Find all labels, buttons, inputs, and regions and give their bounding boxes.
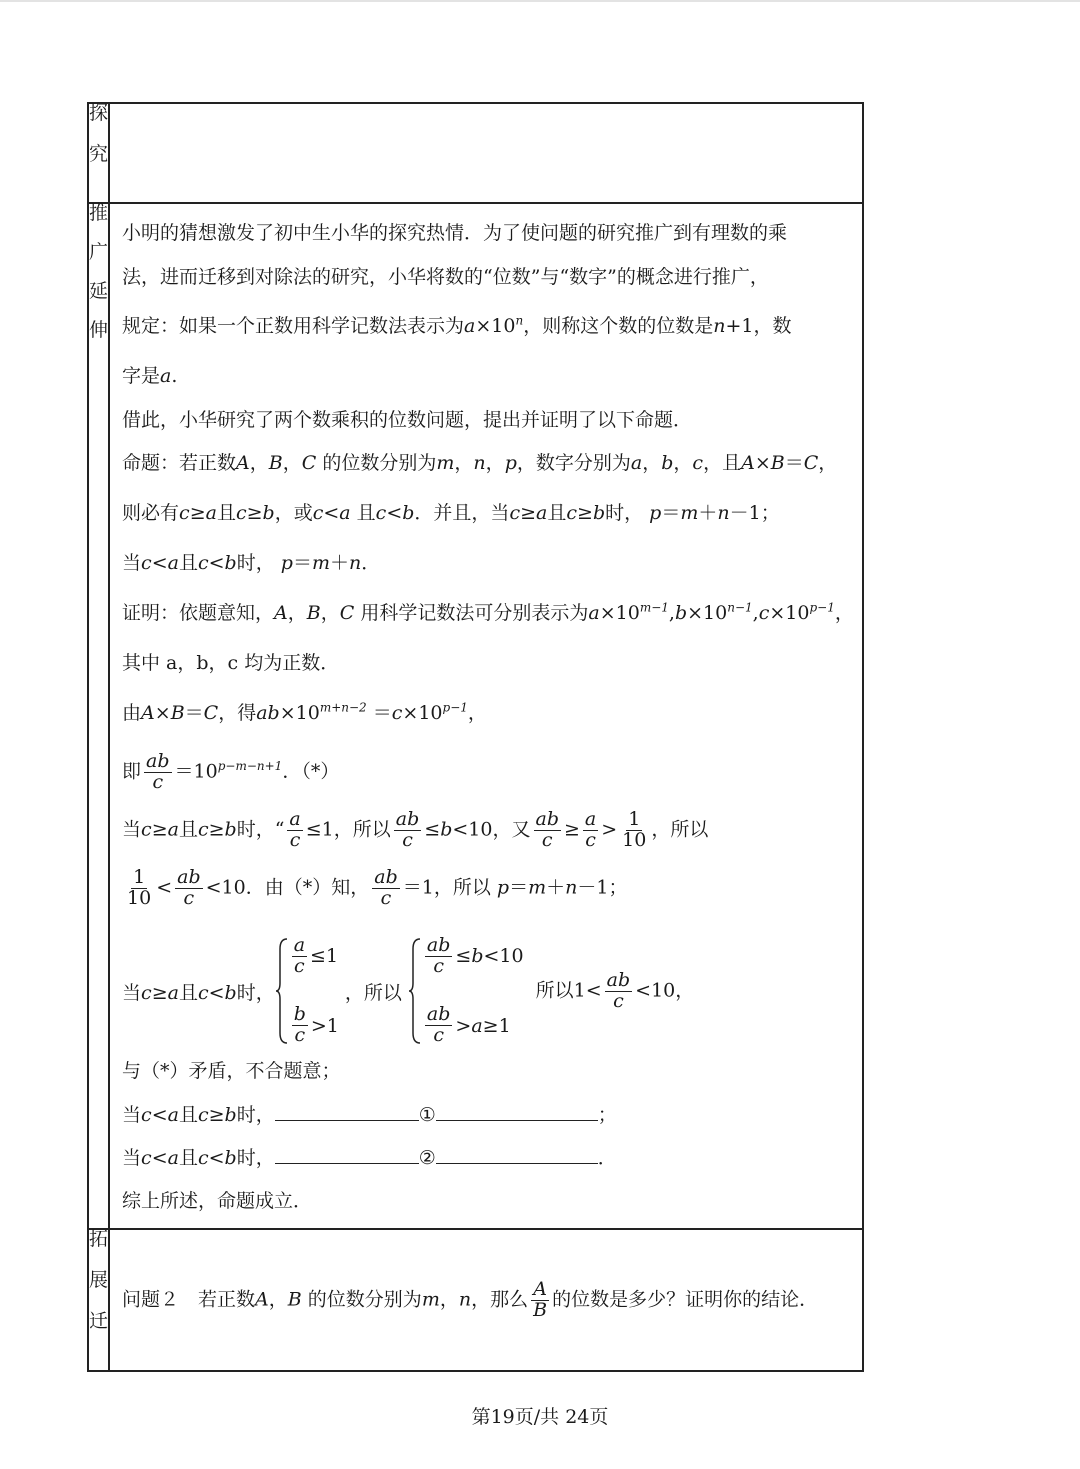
proof-line: 与（*）矛盾，不合题意； [122,1060,341,1082]
label-char: 迁 [89,1310,109,1332]
label-char: 拓 [89,1228,109,1250]
top-border-line [0,0,1080,2]
conclusion-line: 综上所述，命题成立． [122,1190,313,1212]
expand-content [109,1229,863,1371]
proof-line: 其中 a，b，c 均为正数． [122,652,340,674]
answer-blank-1b[interactable] [436,1100,598,1121]
extend-content [109,203,863,1229]
answer-blank-2a[interactable] [275,1143,419,1164]
label-char: 延 [89,280,109,302]
row-expand [88,1229,863,1371]
result-system: $\frac{ab}{c}$ ≤ b <10 $\frac{ab}{c}$ > a ≥1 [426,934,524,1047]
proposition-line: 则必有c≥a且c≥b，或c<a 且c<b．并且，当c≥a且c≥b时， p＝m＋n－1； [122,502,780,524]
proof-line: $\frac{1}{10}$ < $\frac{ab}{c}$ <10．由（*）知， $\frac{ab}{c}$ ＝1，所以 p＝m＋n－1； [127,866,628,909]
blank-marker: ② [418,1147,436,1169]
proof-line: 当c≥a且c≥b时，“ $\frac{a}{c}$ ≤1，所以 $\frac{ab}{c}$ ≤b<10，又 $\frac{ab}{c}$ ≥ $\frac{a}{c}$ > $\frac{1}{10}$ ，所以 [122,808,709,851]
proof-line: 由A×B＝C，得$ab\times 10^{m+n-2} =c\times 10^{p-1}$， [122,700,487,724]
label-explore [88,103,109,203]
proof-system-line: 当c≥a且c<b时， $\frac{a}{c}$ ≤1 $\frac{b}{c}$ >1 ，所以 $\frac{ab}{c}$ ≤ b <10 $\frac{ab}{c}$ > a ≥1 所以1< $\frac{ab}{c}$ <10， [122,934,695,1047]
proof-line: 证明：依题意知，A，B，C 用科学记数法可分别表示为$a\times 10^{m-1},b\times 10^{n-1},c\times 10^{p-1}$， [122,600,854,624]
row-explore [88,103,863,203]
question-line: 问题２ 若正数A，B 的位数分别为m，n，那么 $\frac{A}{B}$ 的位数是多少？证明你的结论． [122,1277,819,1321]
proof-line: 即 $\frac{ab}{c}$ $=10^{p-m-n+1}$．（*） [122,750,340,793]
label-char: 究 [89,143,109,165]
paragraph-line: 规定：如果一个正数用科学记数法表示为$a\times 10^n$，则称这个数的位数是n+1，数 [122,313,792,337]
row-extend [88,203,863,1229]
explore-content [109,103,863,203]
label-char: 探 [89,102,109,124]
fill-blank-line: 当c<a且c<b时， ② ． [122,1143,854,1186]
blank-marker: ① [418,1104,436,1126]
paragraph-line: 字是a. [122,365,178,387]
label-char: 展 [89,1269,109,1291]
paragraph-line: 小明的猜想激发了初中生小华的探究热情．为了使问题的研究推广到有理数的乘 [122,222,788,244]
answer-blank-1a[interactable] [275,1100,419,1121]
left-brace-icon [275,937,289,1045]
paragraph-line: 借此，小华研究了两个数乘积的位数问题，提出并证明了以下命题． [122,409,693,431]
paragraph-line: 法，进而迁移到对除法的研究，小华将数的“位数”与“数字”的概念进行推广， [122,266,769,288]
label-extend [88,203,109,1229]
fill-blank-line: 当c<a且c≥b时， ① ； [122,1100,854,1143]
proposition-line: 命题：若正数A，B，C 的位数分别为m，n，p，数字分别为a，b，c，且A×B＝C， [122,452,838,474]
label-expand [88,1229,109,1371]
worksheet-table [87,102,864,1372]
label-char: 推 [89,202,109,224]
label-char: 广 [89,241,109,263]
answer-blank-2b[interactable] [436,1143,598,1164]
page-footer: 第19页/共 24页 [471,1406,609,1428]
label-char: 伸 [89,319,109,341]
proposition-line: 当c<a且c<b时， p＝m＋n． [122,552,381,574]
left-brace-icon [408,937,422,1045]
condition-system: $\frac{a}{c}$ ≤1 $\frac{b}{c}$ >1 [293,934,339,1047]
